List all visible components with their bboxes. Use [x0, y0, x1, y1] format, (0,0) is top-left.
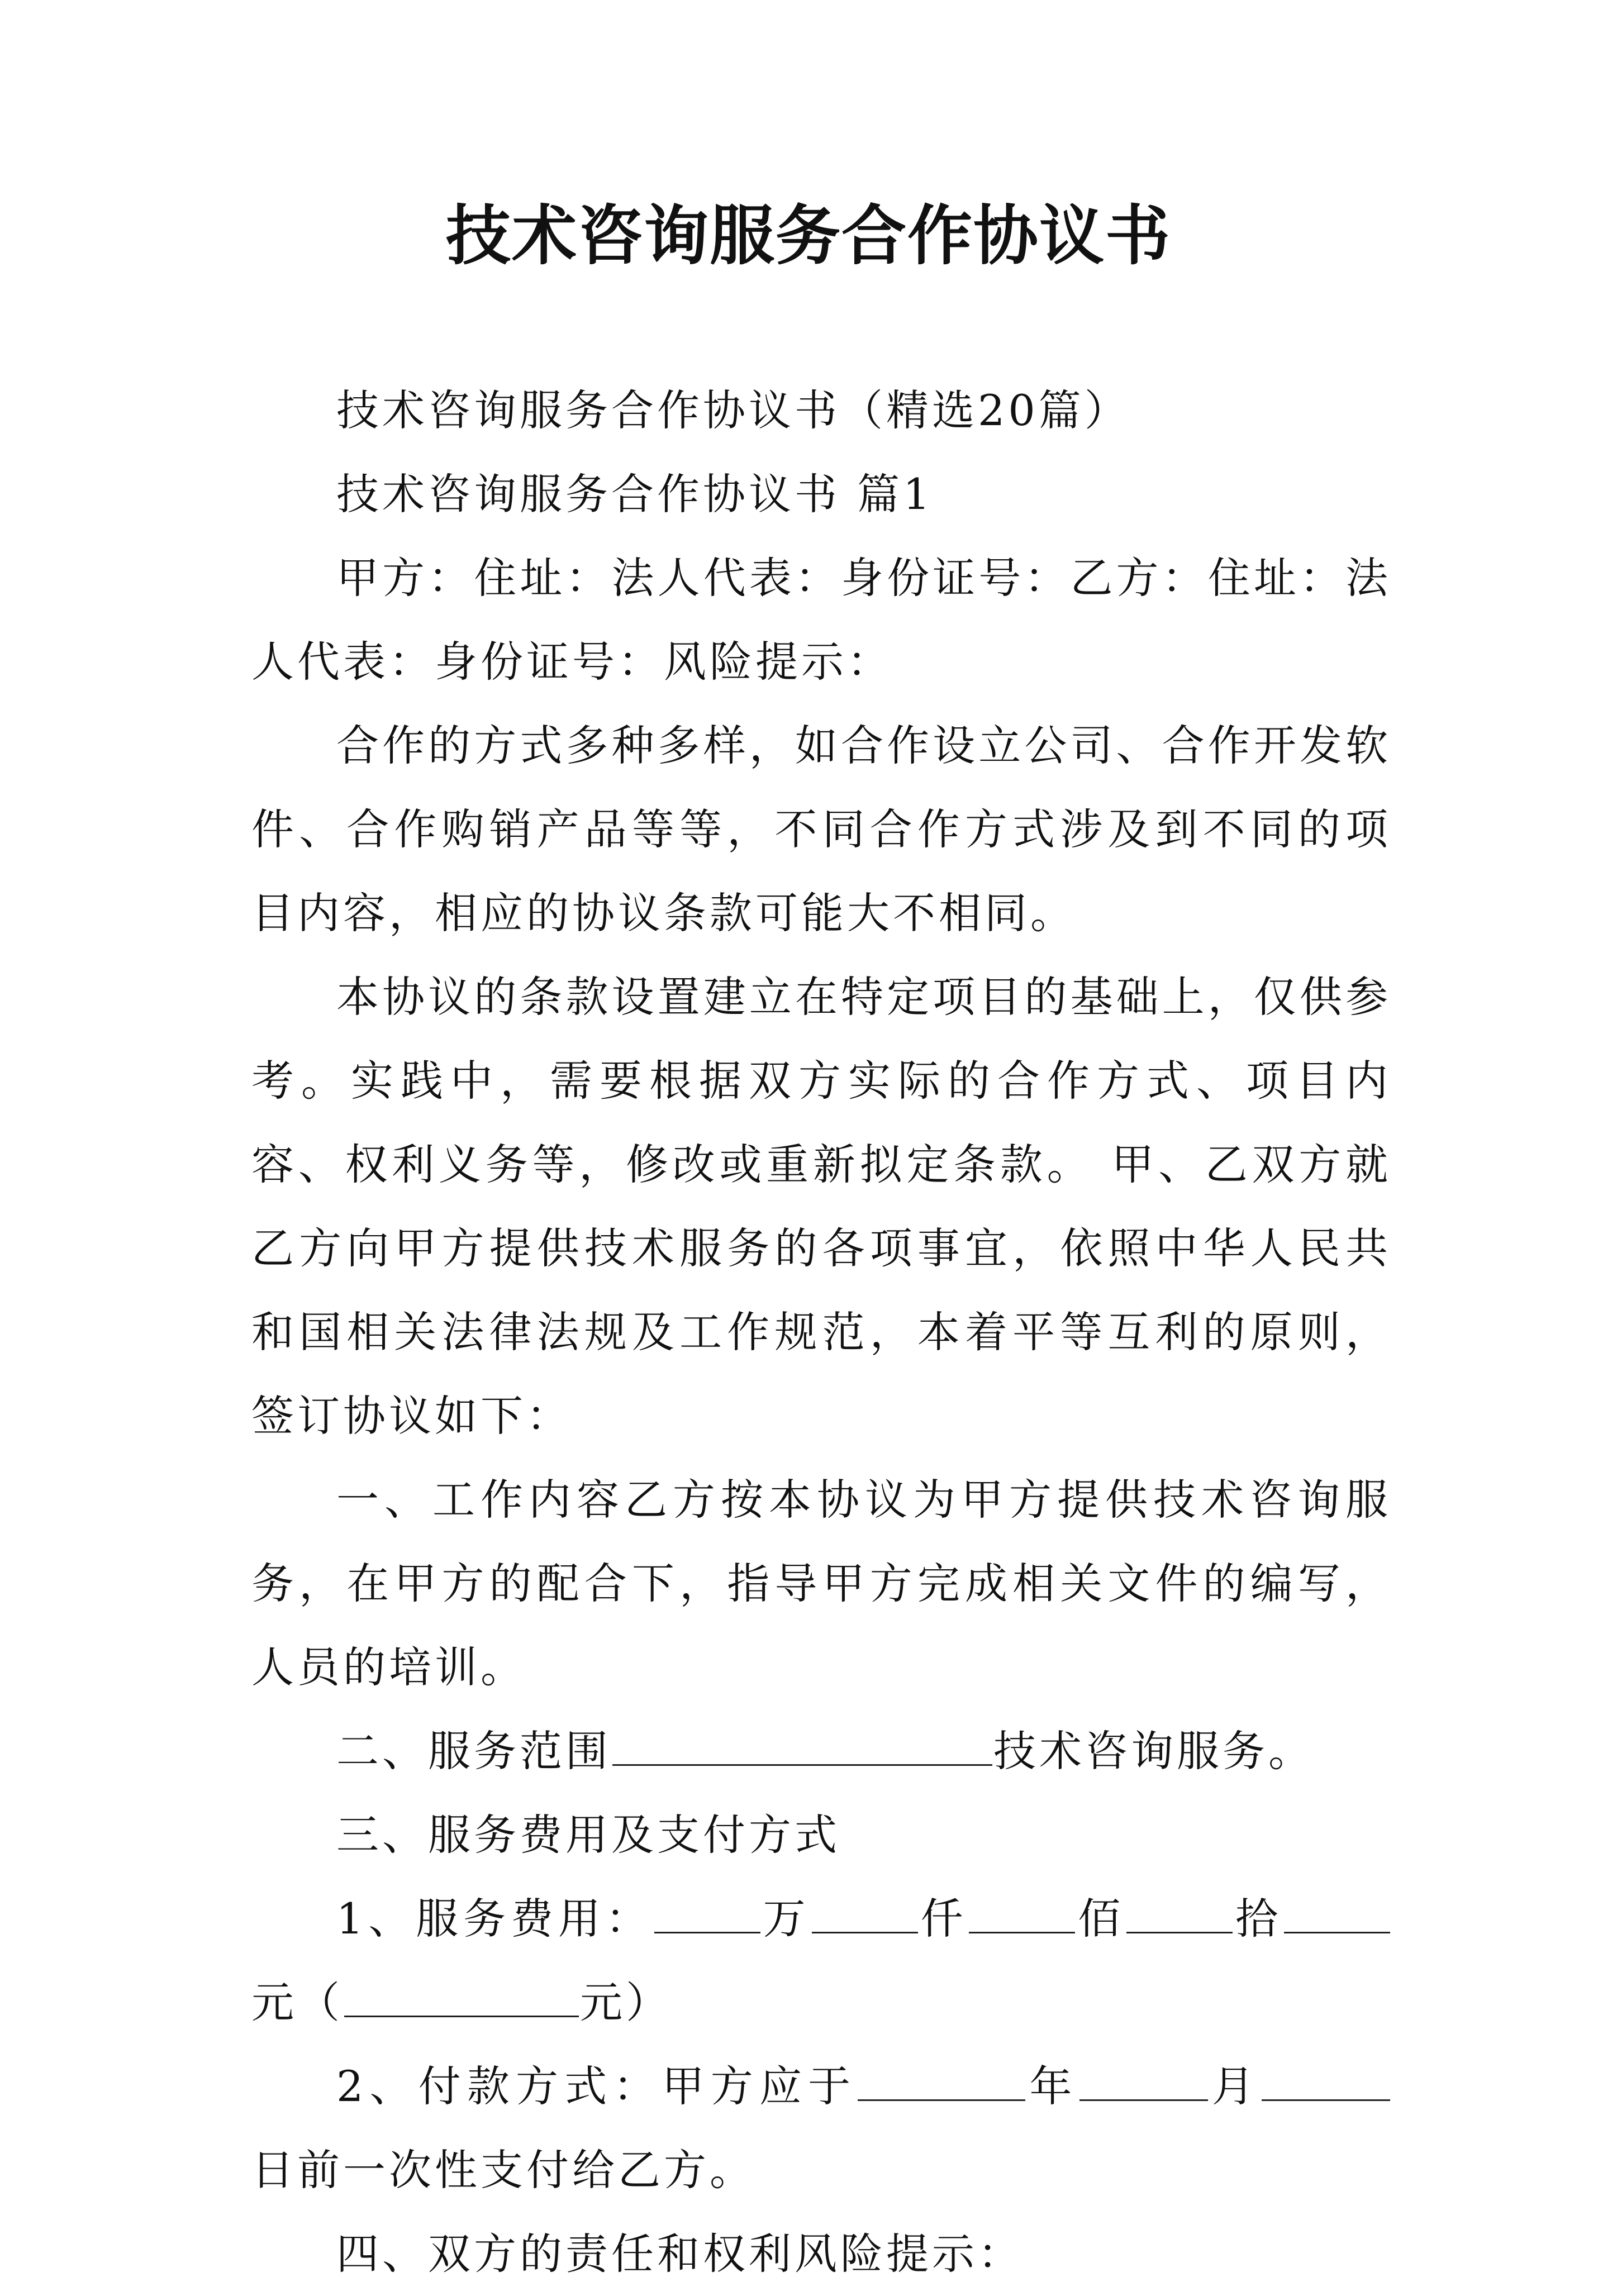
service-scope-label: 二、服务范围 [336, 1726, 611, 1776]
fee-unit-yuan: 元 [251, 1978, 297, 2027]
paragraph-fees-heading: 三、服务费用及支付方式 [336, 1810, 840, 1860]
document-body [251, 369, 1391, 2296]
payment-year-unit: 年 [1026, 2061, 1078, 2111]
fee-paren-open: （ [297, 1978, 343, 2027]
fee-blank-yuan [1284, 1893, 1390, 1933]
paragraph-payment-method [251, 2045, 1391, 2212]
fee-total-blank [344, 1976, 579, 2017]
paragraph-service-fee [251, 1877, 1391, 2045]
fee-unit-bai: 佰 [1076, 1894, 1126, 1943]
paragraph-service-scope [251, 1709, 1391, 1793]
fee-blank-qian [812, 1893, 918, 1933]
paragraph-agreement-basis: 本协议的条款设置建立在特定项目的基础上，仅供参考。实践中，需要根据双方实际的合作方式、项目内容、权利义务等，修改或重新拟定条款。 甲、乙双方就乙方向甲方提供技术服务的各项事宜，依照中华人民共和国相关法律法规及工作规范，本着平等互利的原则，签订协议如下： [251, 972, 1391, 1441]
paragraph-cooperation-methods: 合作的方式多种多样，如合作设立公司、合作开发软件、合作购销产品等等，不同合作方式涉及到不同的项目内容，相应的协议条款可能大不相同。 [251, 721, 1391, 938]
fee-blank-wan [654, 1893, 760, 1933]
paragraph-parties: 甲方：住址：法人代表：身份证号：乙方：住址：法人代表：身份证号：风险提示： [251, 553, 1391, 687]
service-scope-blank [612, 1725, 992, 1766]
payment-tail: 日前一次性支付给乙方。 [251, 2145, 755, 2195]
paragraph-subtitle: 技术咨询服务合作协议书（精选20篇） [336, 385, 1130, 435]
fee-blank-bai [969, 1893, 1075, 1933]
fee-blank-shi [1126, 1893, 1233, 1933]
payment-month-blank [1079, 2060, 1208, 2101]
payment-month-unit: 月 [1209, 2061, 1261, 2111]
paragraph-work-content: 一、工作内容乙方按本协议为甲方提供技术咨询服务，在甲方的配合下，指导甲方完成相关文件的编写，人员的培训。 [251, 1475, 1391, 1692]
fee-unit-qian: 仟 [919, 1894, 968, 1943]
fee-unit-shi: 拾 [1234, 1894, 1283, 1943]
payment-label: 2、付款方式：甲方应于 [336, 2061, 857, 2111]
service-scope-tail: 技术咨询服务。 [993, 1726, 1314, 1776]
document-title: 技术咨询服务合作协议书 [446, 198, 1171, 274]
payment-year-blank [858, 2060, 1025, 2101]
service-fee-label: 1、服务费用： [336, 1894, 653, 1943]
payment-day-blank [1262, 2060, 1390, 2101]
paragraph-section-heading: 技术咨询服务合作协议书 篇1 [336, 469, 934, 519]
paragraph-responsibilities-heading: 四、双方的责任和权利风险提示： [336, 2229, 1024, 2279]
fee-paren-unit: 元） [580, 1978, 672, 2027]
fee-unit-wan: 万 [761, 1894, 811, 1943]
